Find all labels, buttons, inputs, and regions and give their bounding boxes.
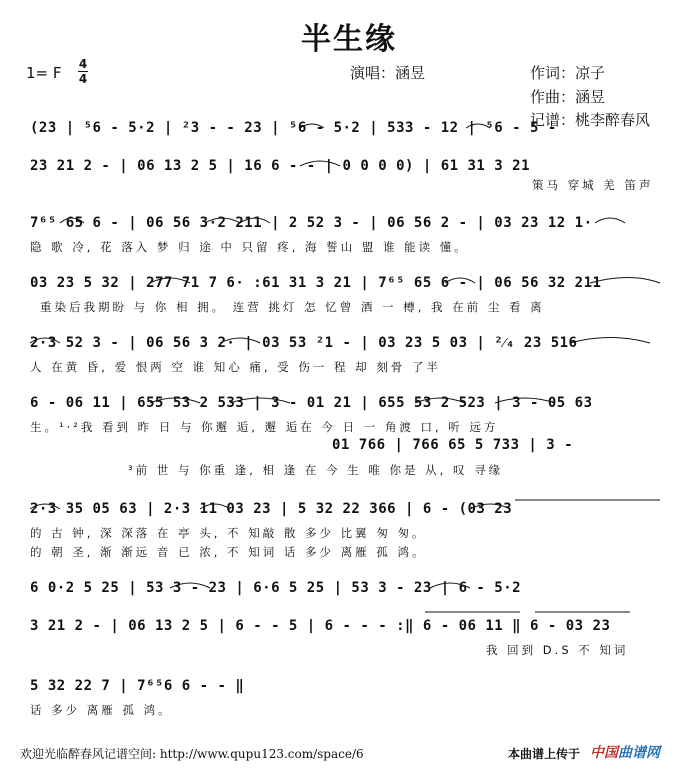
notation-row: 6 - 06 11 | 655 53 2 533 | 3 - 01 21 | 655 53 2 523 | 3 - 05 63 bbox=[30, 395, 593, 411]
slur bbox=[240, 218, 270, 223]
footer-upload-note: 本曲谱上传于 bbox=[508, 747, 581, 761]
slur bbox=[430, 583, 470, 588]
notation-row: 6 0·2 5 25 | 53 3 - 23 | 6·6 5 25 | 53 3 - 23 | 6 - 5·2 bbox=[30, 580, 522, 596]
notation-row: 2·3 35 05 63 | 2·3 11 03 23 | 5 32 22 366 | 6 - (03 23 bbox=[30, 501, 513, 517]
slur bbox=[205, 218, 240, 223]
slur bbox=[150, 278, 190, 283]
lyric-row: 我 回到 D.S 不 知词 bbox=[486, 643, 629, 657]
slur bbox=[200, 504, 230, 509]
lyric-row: 重染后我期盼 与 你 相 拥。 连营 挑灯 怎 忆曾 酒 一 樽, 我 在前 尘 看 离 bbox=[40, 300, 545, 314]
slur bbox=[590, 278, 660, 284]
logo-text: 中国 bbox=[590, 745, 618, 761]
lyric-row: 策马 穿城 羌 笛声 bbox=[532, 178, 654, 192]
lyric-row: 的 古 钟, 深 深落 在 亭 头, 不 知敲 散 多少 比翼 匆 匆。 bbox=[30, 526, 427, 540]
slur bbox=[570, 338, 650, 344]
lyric-row: ³前 世 与 你重 逢, 相 逢 在 今 生 唯 你是 从, 叹 寻缘 bbox=[128, 463, 504, 477]
time-signature-top: 4 bbox=[78, 57, 88, 71]
lyric-row: 人 在黄 昏, 爱 恨两 空 谁 知心 痛, 受 伤一 程 却 刻骨 了半 bbox=[30, 360, 441, 374]
composer-credit: 作曲：涵昱 bbox=[530, 88, 606, 106]
notation-row: 01 766 | 766 65 5 733 | 3 - bbox=[332, 437, 574, 453]
slur bbox=[30, 504, 60, 509]
slur bbox=[495, 398, 555, 403]
notation-row: 2·3 52 3 - | 06 56 3 2· | 03 53 ²1 - | 03 23 5 03 | ²⁄₄ 23 516 bbox=[30, 335, 578, 351]
slur bbox=[445, 278, 475, 283]
logo-accent: 曲谱网 bbox=[618, 745, 660, 761]
notation-row: 3 21 2 - | 06 13 2 5 | 6 - - 5 | 6 - - - :‖ 6 - 06 11 ‖ 6 - 03 23 bbox=[30, 618, 611, 634]
key-signature: 1= F bbox=[26, 64, 62, 82]
notation-row: 03 23 5 32 | 277 71 7 6· :61 31 3 21 | 7⁶⁵ 65 6 - | 06 56 32 211 bbox=[30, 275, 602, 291]
singer-credit: 演唱：涵昱 bbox=[350, 64, 426, 82]
slur bbox=[230, 398, 290, 403]
lyric-row: 话 多少 离雁 孤 鸿。 bbox=[30, 703, 173, 717]
lyric-row: 隐 歌 冷, 花 落入 梦 归 途 中 只留 疼, 海 誓山 盟 谁 能读 懂。 bbox=[30, 240, 469, 254]
notation-row: 7⁶⁵ 65 6 - | 06 56 3·2 211 | 2 52 3 - | 06 56 2 - | 03 23 12 1· bbox=[30, 215, 593, 231]
slur bbox=[300, 124, 324, 128]
slur bbox=[170, 583, 210, 588]
lyricist-credit: 作词：凉子 bbox=[530, 64, 606, 82]
slur bbox=[595, 218, 625, 223]
lyric-row: 生。¹·²我 看到 昨 日 与 你邂 逅, 邂 逅在 今 日 一 角渡 口, 听 远方 bbox=[30, 420, 499, 434]
notation-row: 23 21 2 - | 06 13 2 5 | 16 6 - - | 0 0 0 0) | 61 31 3 21 bbox=[30, 158, 531, 174]
notation-row: 5 32 22 7 | 7⁶⁵6 6 - - ‖ bbox=[30, 678, 245, 694]
footer-website-note: 欢迎光临醉春风记谱空间: http://www.qupu123.com/space/6 bbox=[20, 747, 364, 761]
transcriber-credit: 记谱：桃李醉春风 bbox=[530, 111, 651, 129]
time-signature-bottom: 4 bbox=[78, 72, 88, 86]
slur bbox=[220, 338, 260, 343]
slur bbox=[415, 398, 465, 403]
slur bbox=[466, 124, 490, 128]
slur bbox=[470, 504, 510, 509]
slur bbox=[60, 218, 84, 223]
slur bbox=[300, 161, 340, 166]
notation-row: (23 | ⁵6 - 5·2 | ²3 - - 23 | ⁵6 - 5·2 | 533 - 12 | ⁵6 - 5 - bbox=[30, 120, 557, 136]
lyric-row: 的 朝 圣, 渐 渐远 音 已 浓, 不 知词 话 多少 离雁 孤 鸿。 bbox=[30, 545, 427, 559]
slur bbox=[150, 398, 200, 403]
site-logo bbox=[590, 742, 660, 762]
slur bbox=[30, 338, 60, 343]
song-title: 半生缘 bbox=[301, 22, 397, 57]
